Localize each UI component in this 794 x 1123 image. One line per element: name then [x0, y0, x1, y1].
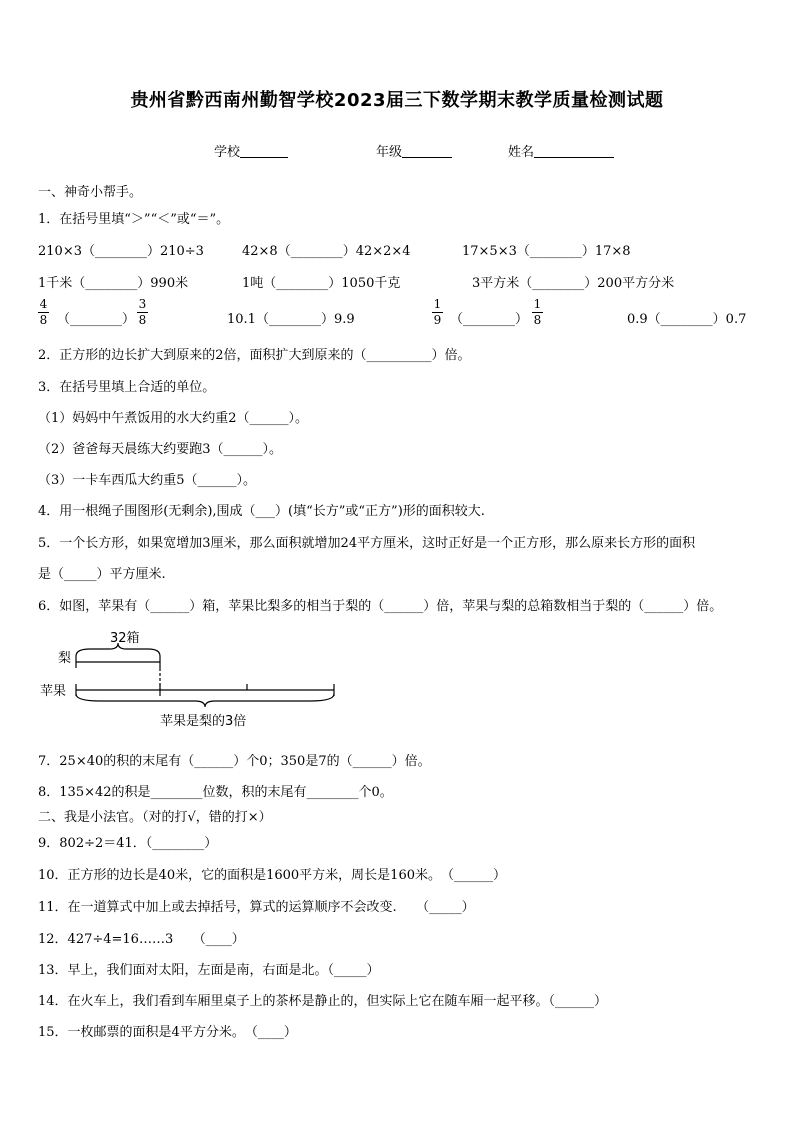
question-15: 15．一枚邮票的面积是4平方分米。 （____） [38, 1025, 297, 1040]
grade-label: 年级 [376, 145, 403, 160]
page-title: 贵州省黔西南州勤智学校2023届三下数学期末教学质量检测试题 [130, 90, 664, 111]
q1-item-1: 210×3（________）210÷3 [38, 244, 204, 259]
question-3-stem: 3．在括号里填上合适的单位。 [38, 380, 216, 395]
question-12: 12．427÷4=16……3 （____） [38, 932, 245, 947]
fraction-3-8: 3 8 [138, 297, 147, 327]
q1-item-3: 17×5×3（________）17×8 [462, 244, 631, 259]
fraction-1-9: 1 9 [433, 297, 442, 327]
question-6: 6．如图，苹果有（______）箱，苹果比梨多的相当于梨的（______）倍，苹果与梨的总箱数相当于梨的（______）倍。 [38, 599, 723, 614]
q1-item-8: 10.1（________）9.9 [227, 312, 355, 327]
section-2-heading: 二、我是小法官。（对的打√，错的打×） [38, 810, 272, 825]
question-4: 4．用一根绳子围图形(无剩余),围成（___）(填“长方”或“正方”)形的面积较大. [38, 504, 485, 519]
diagram-pear-label: 梨 [58, 651, 72, 666]
q1-item-2: 42×8（________）42×2×4 [242, 244, 411, 259]
q1-blank-9: （________） [450, 312, 529, 327]
question-7: 7．25×40的积的末尾有（______）个0；350是7的（______）倍。 [38, 754, 431, 769]
fraction-1-8: 1 8 [533, 297, 542, 327]
q3-item-2: （2）爸爸每天晨练大约要跑3（______）。 [38, 442, 283, 457]
question-5-line-1: 5．一个长方形，如果宽增加3厘米，那么面积就增加24平方厘米，这时正好是一个正方形，那么原来长方形的面积 [38, 536, 696, 551]
question-2: 2．正方形的边长扩大到原来的2倍，面积扩大到原来的（__________）倍。 [38, 348, 471, 363]
diagram-apple-label: 苹果 [40, 684, 67, 699]
school-label: 学校 [214, 145, 241, 160]
name-label: 姓名 [508, 145, 535, 160]
q3-item-1: （1）妈妈中午煮饭用的水大约重2（______）。 [38, 411, 309, 426]
diagram-top-label: 32箱 [110, 631, 140, 646]
q3-item-3: （3）一卡车西瓜大约重5（______）。 [38, 473, 257, 488]
section-1-heading: 一、神奇小帮手。 [38, 185, 143, 200]
q1-blank-7: （________） [57, 312, 136, 327]
q1-item-4: 1千米（________）990米 [38, 276, 189, 291]
question-13: 13．早上，我们面对太阳，左面是南，右面是北。（_____） [38, 963, 380, 978]
q1-item-5: 1吨（________）1050千克 [242, 276, 401, 291]
question-1-stem: 1．在括号里填“＞”“＜”或“＝”。 [38, 212, 230, 227]
diagram-bottom-label: 苹果是梨的3倍 [160, 714, 247, 729]
question-8: 8．135×42的积是________位数，积的末尾有________个0。 [38, 785, 393, 800]
question-10: 10．正方形的边长是40米，它的面积是1600平方米，周长是160米。 （______） [38, 868, 506, 883]
question-11: 11．在一道算式中加上或去掉括号，算式的运算顺序不会改变. （_____） [38, 900, 475, 915]
question-5-line-2: 是（_____）平方厘米. [38, 567, 166, 582]
fraction-4-8: 4 8 [39, 297, 48, 327]
question-9: 9．802÷2＝41．（________） [38, 836, 218, 851]
question-14: 14．在火车上，我们看到车厢里桌子上的茶杯是静止的，但实际上它在随车厢一起平移。（______） [38, 994, 608, 1009]
q1-item-10: 0.9（________）0.7 [627, 312, 747, 327]
q1-item-6: 3平方米（________）200平方分米 [472, 276, 675, 291]
